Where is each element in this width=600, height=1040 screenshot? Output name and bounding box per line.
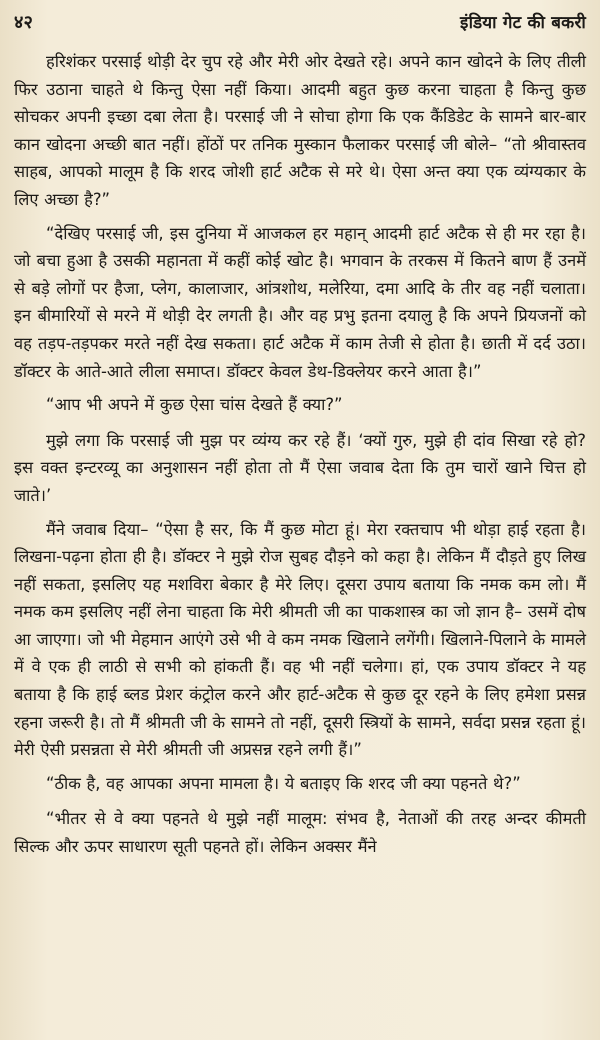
book-title: इंडिया गेट की बकरी: [460, 13, 586, 33]
paragraph: मैंने जवाब दिया– “ऐसा है सर, कि मैं कुछ मोटा हूं। मेरा रक्तचाप भी थोड़ा हाई रहता है। लिखना-पढ़ना होता ही है। डॉक्टर ने मुझे रोज सुबह दौड़ने को कहा है। लेकिन मैं दौड़ते हुए लिख नहीं सकता, इसलिए यह मशविरा बेकार है मेरे लिए। दूसरा उपाय बताया कि नमक कम लो। मैं नमक कम इसलिए नहीं लेना चाहता कि मेरी श्रीमती जी का पाकशास्त्र का जो ज्ञान है– उसमें दोष आ जाएगा। जो भी मेहमान आएंगे उसे भी वे कम नमक खिलाने लगेंगी। खिलाने-पिलाने के मामले में वे एक ही लाठी से सभी को हांकती हैं। वह भी नहीं चलेगा। हां, एक उपाय डॉक्टर ने यह बताया है कि हाई ब्लड प्रेशर कंट्रोल करने और हार्ट-अटैक से कुछ दूर रहने के लिए हमेशा प्रसन्न रहना जरूरी है। तो मैं श्रीमती जी के सामने तो नहीं, दूसरी स्त्रियों के सामने, सर्वदा प्रसन्न रहता हूं। मेरी ऐसी प्रसन्नता से मेरी श्रीमती जी अप्रसन्न रहने लगी हैं।”: [14, 519, 586, 760]
paragraph: “भीतर से वे क्या पहनते थे मुझे नहीं मालूम: संभव है, नेताओं की तरह अन्दर कीमती सिल्क और ऊपर साधारण सूती पहनते हों। लेकिन अक्सर मैंने: [14, 809, 586, 857]
page-header: [14, 10, 586, 44]
paragraph: हरिशंकर परसाई थोड़ी देर चुप रहे और मेरी ओर देखते रहे। अपने कान खोदने के लिए तीली फिर उठाना चाहते थे किन्तु ऐसा नहीं किया। आदमी बहुत कुछ करना चाहता है किन्तु कुछ सोचकर अपनी इच्छा दबा लेता है। परसाई जी ने सोचा होगा कि एक कैंडिडेट के सामने बार-बार कान खोदना अच्छी बात नहीं। होंठों पर तनिक मुस्कान फैलाकर परसाई जी बोले– “तो श्रीवास्तव साहब, आपको मालूम है कि शरद जोशी हार्ट अटैक से मरे थे। ऐसा अन्त क्या एक व्यंग्यकार के लिए अच्छा है?”: [14, 52, 586, 209]
paragraph: “आप भी अपने में कुछ ऐसा चांस देखते हैं क्या?”: [46, 395, 343, 415]
page-number: ४२: [14, 12, 34, 33]
paragraph: “ठीक है, वह आपका अपना मामला है। ये बताइए कि शरद जी क्या पहनते थे?”: [46, 773, 521, 793]
paragraph: मुझे लगा कि परसाई जी मुझ पर व्यंग्य कर रहे हैं। ‘क्यों गुरु, मुझे ही दांव सिखा रहे हो? इस वक्त इन्टरव्यू का अनुशासन नहीं होता तो मैं ऐसा जवाब देता कि तुम चारों खाने चित्त हो जाते।’: [14, 430, 586, 505]
page-body: [14, 48, 586, 861]
paragraph: “देखिए परसाई जी, इस दुनिया में आजकल हर महान् आदमी हार्ट अटैक से ही मर रहा है। जो बचा हुआ है उसकी महानता में कहीं कोई खोट है। भगवान के तरकस में कितने बाण हैं उनमें से बड़े लोगों पर हैजा, प्लेग, कालाजार, आंत्रशोथ, मलेरिया, दमा आदि के तीर वह नहीं चलाता। इन बीमारियों से मरने में थोड़ी देर लगती है। और वह प्रभु इतना दयालु है कि अपने प्रियजनों को वह तड़प-तड़पकर मरते नहीं देख सकता। हार्ट अटैक में काम तेजी से होता है। छाती में दर्द उठा। डॉक्टर के आते-आते लीला समाप्त। डॉक्टर केवल डेथ-डिक्लेयर करने आता है।”: [14, 223, 587, 381]
